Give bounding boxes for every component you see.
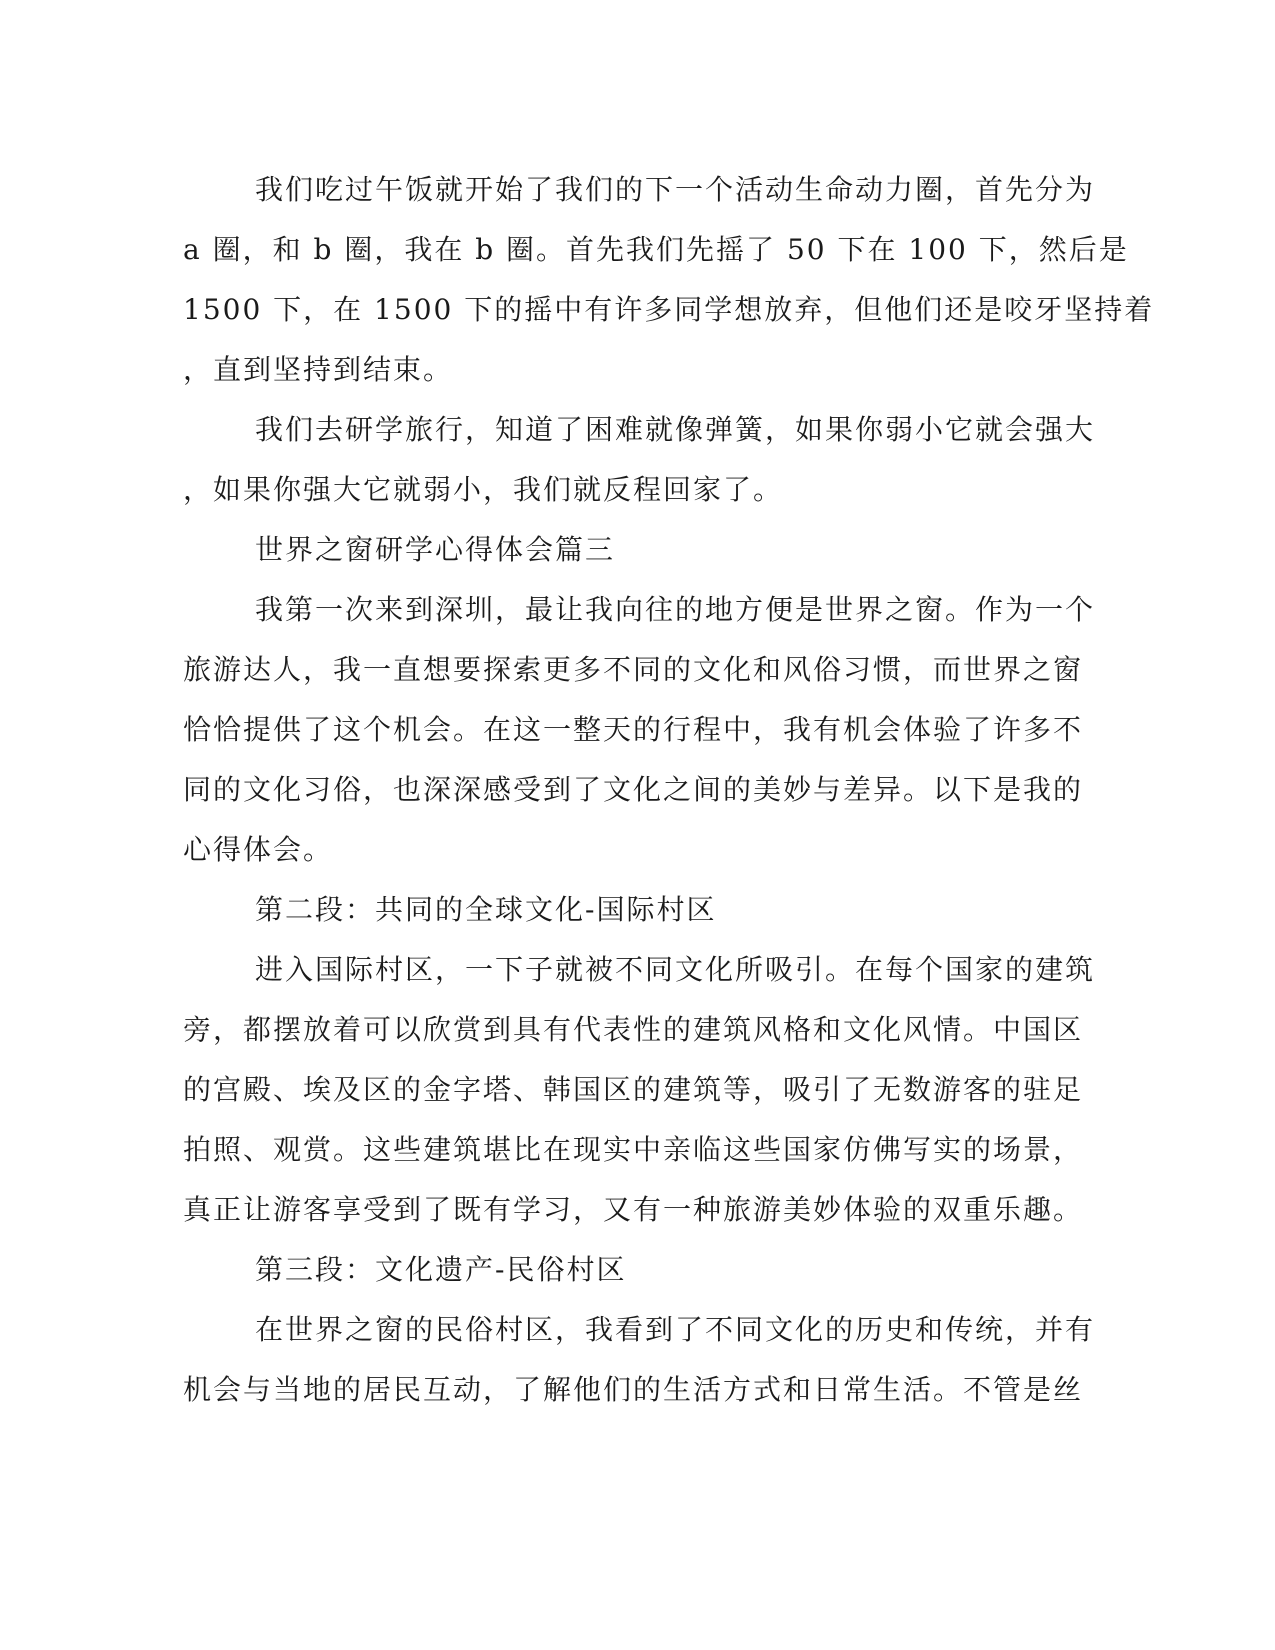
section-heading: 第三段：文化遗产-民俗村区 <box>255 1253 627 1286</box>
text-line: 机会与当地的居民互动，了解他们的生活方式和日常生活。不管是丝 <box>183 1373 1084 1406</box>
text-line: 心得体会。 <box>183 833 334 866</box>
text-line: 在世界之窗的民俗村区，我看到了不同文化的历史和传统，并有 <box>255 1313 1096 1346</box>
text-line: 旅游达人，我一直想要探索更多不同的文化和风俗习惯，而世界之窗 <box>183 653 1084 686</box>
text-line: 恰恰提供了这个机会。在这一整天的行程中，我有机会体验了许多不 <box>183 713 1084 746</box>
text-line: 我们吃过午饭就开始了我们的下一个活动生命动力圈，首先分为 <box>255 173 1096 206</box>
text-line: 真正让游客享受到了既有学习，又有一种旅游美妙体验的双重乐趣。 <box>183 1193 1084 1226</box>
document-body <box>183 160 1155 1420</box>
text-line: 拍照、观赏。这些建筑堪比在现实中亲临这些国家仿佛写实的场景， <box>183 1133 1084 1166</box>
text-line: ，直到坚持到结束。 <box>183 353 454 386</box>
text-line: 进入国际村区，一下子就被不同文化所吸引。在每个国家的建筑 <box>255 953 1096 986</box>
text-line: 1500 下，在 1500 下的摇中有许多同学想放弃，但他们还是咬牙坚持着 <box>183 293 1155 326</box>
text-line: 旁，都摆放着可以欣赏到具有代表性的建筑风格和文化风情。中国区 <box>183 1013 1084 1046</box>
text-line: 我第一次来到深圳，最让我向往的地方便是世界之窗。作为一个 <box>255 593 1096 626</box>
text-line: 我们去研学旅行，知道了困难就像弹簧，如果你弱小它就会强大 <box>255 413 1096 446</box>
text-line: 的宫殿、埃及区的金字塔、韩国区的建筑等，吸引了无数游客的驻足 <box>183 1073 1084 1106</box>
text-line: ，如果你强大它就弱小，我们就反程回家了。 <box>183 473 784 506</box>
section-heading: 第二段：共同的全球文化-国际村区 <box>255 893 717 926</box>
section-heading: 世界之窗研学心得体会篇三 <box>255 533 616 566</box>
text-line: a 圈，和 b 圈，我在 b 圈。首先我们先摇了 50 下在 100 下，然后是 <box>183 233 1129 266</box>
text-line: 同的文化习俗，也深深感受到了文化之间的美妙与差异。以下是我的 <box>183 773 1084 806</box>
